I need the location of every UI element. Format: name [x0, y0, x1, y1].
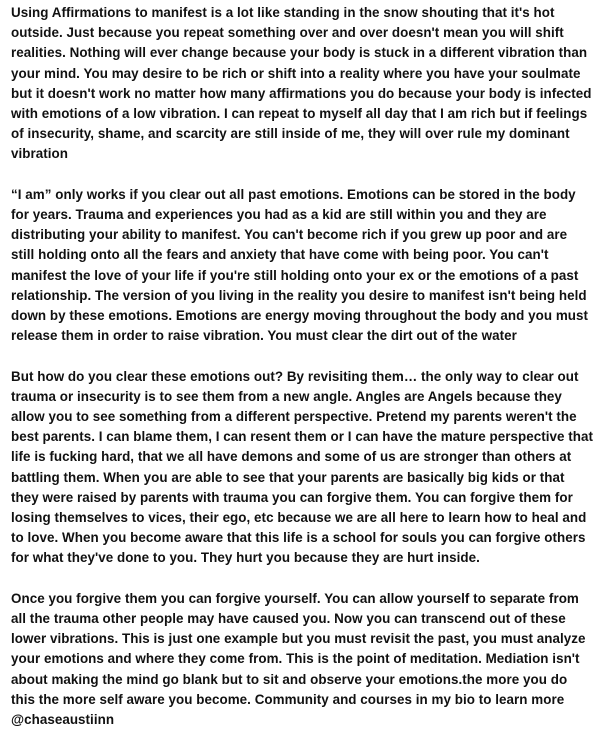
paragraph-i-am: “I am” only works if you clear out all past emotions. Emotions can be stored in the body for years. Trauma and experiences you had as a kid are still within you and they are distributing your ability to manifest. You can't become rich if you grew up poor and are still holding onto all the fears and anxiety that have come with being poor. You can't manifest the love of your life if you're still holding onto your ex or the emotions of a past relationship. The version of you living in the reality you desire to manifest isn't being held down by these emotions. Emotions are energy moving throughout the body and you must release them in order to raise vibration. You must clear the dirt out of the water: [11, 186, 589, 344]
paragraph-affirmations: Using Affirmations to manifest is a lot like standing in the snow shouting that it's hot outside. Just because you repeat something over and over doesn't mean you will shift realities. Nothing will ever change because your body is stuck in a different vibration than your mind. You may desire to be rich or shift into a reality where you have your soulmate but it doesn't work no matter how many affirmations you do because your body is infected with emotions of a low vibration. I can repeat to myself all day that I am rich but if feelings of insecurity, shame, and scarcity are still inside of me, they will over rule my dominant vibration: [11, 5, 592, 162]
paragraph-forgiveness: Once you forgive them you can forgive yourself. You can allow yourself to separate from all the trauma other people may have caused you. Now you can transcend out of these lower vibrations. This is just one example but you must revisit the past, you must analyze your emotions and where they come from. This is the point of meditation. Mediation isn't about making the mind go blank but to sit and observe your emotions.the more you do this the more self aware you become. Community and courses in my bio to learn more @chaseaustiinn: [11, 590, 586, 728]
paragraph-clearing-emotions: But how do you clear these emotions out? By revisiting them… the only way to clear out trauma or insecurity is to see them from a new angle. Angles are Angels because they allow you to see something from a different perspective. Pretend my parents weren't the best parents. I can blame them, I can resent them or I can have the mature perspective that life is fucking hard, that we all have demons and some of us are stronger than others at battling them. When you are able to see that your parents are basically big kids or that they were raised by parents with trauma you can forgive them. You can forgive them for losing themselves to vices, their ego, etc because we are all here to learn how to heal and to love. When you become aware that this life is a school for souls you can forgive others for what they've done to you. They hurt you because they are hurt inside.: [11, 368, 594, 566]
